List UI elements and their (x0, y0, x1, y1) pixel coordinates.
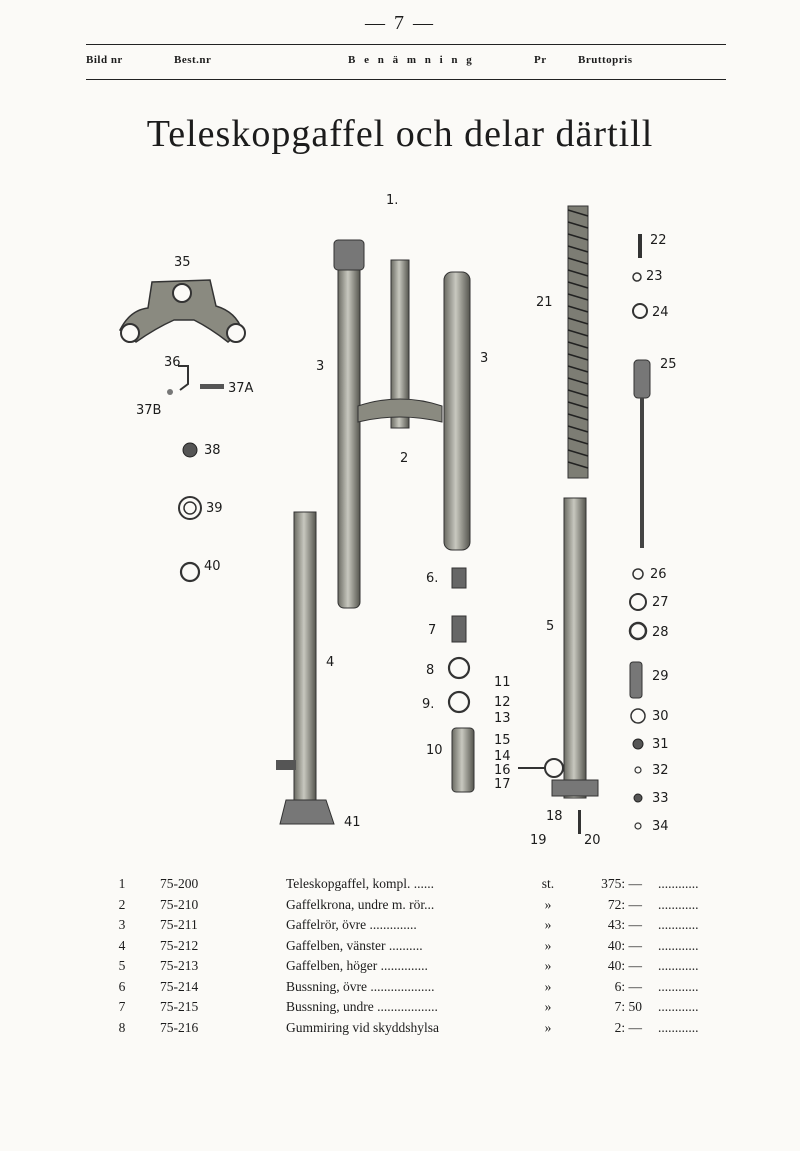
price-cell: 72: — (607, 896, 642, 912)
price-cell: 6: — (614, 978, 642, 994)
best-nr-cell: 75-212 (160, 937, 199, 953)
page-number: — 7 — (365, 12, 435, 34)
bild-nr-cell: 6 (118, 978, 126, 994)
callout-37b: 37B (136, 403, 162, 418)
callout-32: 32 (652, 763, 669, 778)
bushings-and-rings (449, 568, 474, 792)
callout-28: 28 (652, 625, 669, 640)
table-row (110, 897, 740, 918)
price-cell: 2: — (614, 1019, 642, 1035)
leader-dots: ............ (658, 896, 699, 912)
callout-38: 38 (204, 443, 221, 458)
unit-cell: » (544, 978, 552, 994)
description-cell: Gaffelben, höger .............. (286, 958, 428, 973)
fork-leg-right (552, 498, 598, 798)
bild-nr-cell: 3 (118, 917, 126, 932)
callout-3-right: 3 (480, 351, 489, 366)
callout-16: 16 (494, 763, 511, 778)
best-nr-cell: 75-210 (160, 896, 199, 912)
top-crown-bracket (120, 280, 245, 342)
callout-4: 4 (326, 655, 335, 670)
callout-9: 9. (422, 697, 435, 712)
callout-23: 23 (646, 269, 663, 284)
right-column-small-parts (630, 273, 647, 829)
unit-cell: » (544, 917, 552, 932)
price-cell: 40: — (607, 958, 642, 973)
unit-cell: » (544, 999, 552, 1014)
callout-8: 8 (426, 663, 435, 678)
callout-1: 1. (386, 193, 399, 208)
unit-cell: st. (541, 876, 555, 891)
header-pr: Pr (534, 54, 547, 66)
callout-31: 31 (652, 737, 669, 752)
callout-39: 39 (206, 501, 223, 516)
page-title: Teleskopgaffel och delar därtill (146, 113, 654, 155)
table-row (110, 999, 740, 1020)
bild-nr-cell: 8 (118, 1019, 126, 1035)
price-cell: 7: 50 (614, 999, 642, 1014)
callout-17: 17 (494, 777, 511, 792)
header-benamning: B e n ä m n i n g (348, 54, 475, 66)
best-nr-cell: 75-213 (160, 958, 199, 973)
steering-tube (358, 260, 442, 428)
callout-19: 19 (530, 833, 547, 848)
column-header-row (86, 44, 726, 80)
description-cell: Gaffelrör, övre .............. (286, 917, 417, 932)
callout-29: 29 (652, 669, 669, 684)
callout-18: 18 (546, 809, 563, 824)
fork-tube-left (334, 240, 364, 608)
leader-dots: ............ (658, 917, 699, 932)
header-bruttopris: Bruttopris (578, 54, 633, 66)
bild-nr-cell: 2 (118, 896, 126, 912)
table-row (110, 938, 740, 959)
best-nr-cell: 75-200 (160, 876, 199, 891)
table-row (110, 917, 740, 938)
callout-11: 11 (494, 675, 511, 690)
price-cell: 43: — (607, 917, 642, 932)
leader-dots: ............ (658, 937, 699, 953)
bild-nr-cell: 7 (118, 999, 126, 1014)
callout-13: 13 (494, 711, 511, 726)
callout-24: 24 (652, 305, 669, 320)
callout-25: 25 (660, 357, 677, 372)
parts-list-table (110, 876, 740, 1040)
price-cell: 40: — (607, 937, 642, 953)
callout-33: 33 (652, 791, 669, 806)
callout-41: 41 (344, 815, 361, 830)
callout-35: 35 (174, 255, 191, 270)
bild-nr-cell: 1 (118, 876, 126, 891)
small-bolts-36-37 (167, 366, 224, 581)
callout-22: 22 (650, 233, 667, 248)
callout-20: 20 (584, 833, 601, 848)
leader-dots: ............ (658, 978, 699, 994)
fork-spring (568, 206, 588, 478)
leader-dots: ............ (658, 876, 699, 891)
callout-3-left: 3 (316, 359, 325, 374)
callout-10: 10 (426, 743, 443, 758)
parts-illustration (90, 170, 730, 860)
header-bild-nr: Bild nr (86, 54, 123, 66)
unit-cell: » (544, 937, 552, 953)
bild-nr-cell: 4 (118, 937, 126, 953)
callout-14: 14 (494, 749, 511, 764)
callout-26: 26 (650, 567, 667, 582)
description-cell: Gummiring vid skyddshylsa (286, 1019, 440, 1035)
description-cell: Gaffelkrona, undre m. rör... (286, 896, 435, 912)
leader-dots: ............ (658, 1019, 699, 1035)
best-nr-cell: 75-216 (160, 1019, 199, 1035)
callout-7: 7 (428, 623, 437, 638)
best-nr-cell: 75-211 (160, 917, 198, 932)
callout-30: 30 (652, 709, 669, 724)
callout-2: 2 (400, 451, 409, 466)
leader-dots: ............ (658, 958, 699, 973)
best-nr-cell: 75-215 (160, 999, 199, 1014)
callout-6: 6. (426, 571, 439, 586)
header-best-nr: Best.nr (174, 54, 212, 66)
exploded-parts-diagram (90, 170, 730, 860)
callout-40: 40 (204, 559, 221, 574)
description-cell: Gaffelben, vänster .......... (286, 937, 423, 953)
callout-5: 5 (546, 619, 555, 634)
callout-37a: 37A (228, 381, 254, 396)
callout-36: 36 (164, 355, 181, 370)
callout-34: 34 (652, 819, 669, 834)
callout-21: 21 (536, 295, 553, 310)
table-row (110, 1020, 740, 1041)
best-nr-cell: 75-214 (160, 978, 199, 994)
bild-nr-cell: 5 (118, 958, 126, 973)
price-cell: 375: — (601, 876, 642, 891)
unit-cell: » (544, 896, 552, 912)
table-row (110, 876, 740, 897)
table-row (110, 958, 740, 979)
unit-cell: » (544, 1019, 552, 1035)
callout-12: 12 (494, 695, 511, 710)
callout-15: 15 (494, 733, 511, 748)
callout-27: 27 (652, 595, 669, 610)
leader-dots: ............ (658, 999, 699, 1014)
table-row (110, 979, 740, 1000)
fork-tube-right (444, 272, 470, 550)
description-cell: Bussning, övre ................... (286, 978, 435, 994)
description-cell: Bussning, undre .................. (286, 999, 438, 1014)
unit-cell: » (544, 958, 552, 973)
description-cell: Teleskopgaffel, kompl. ...... (286, 876, 435, 891)
